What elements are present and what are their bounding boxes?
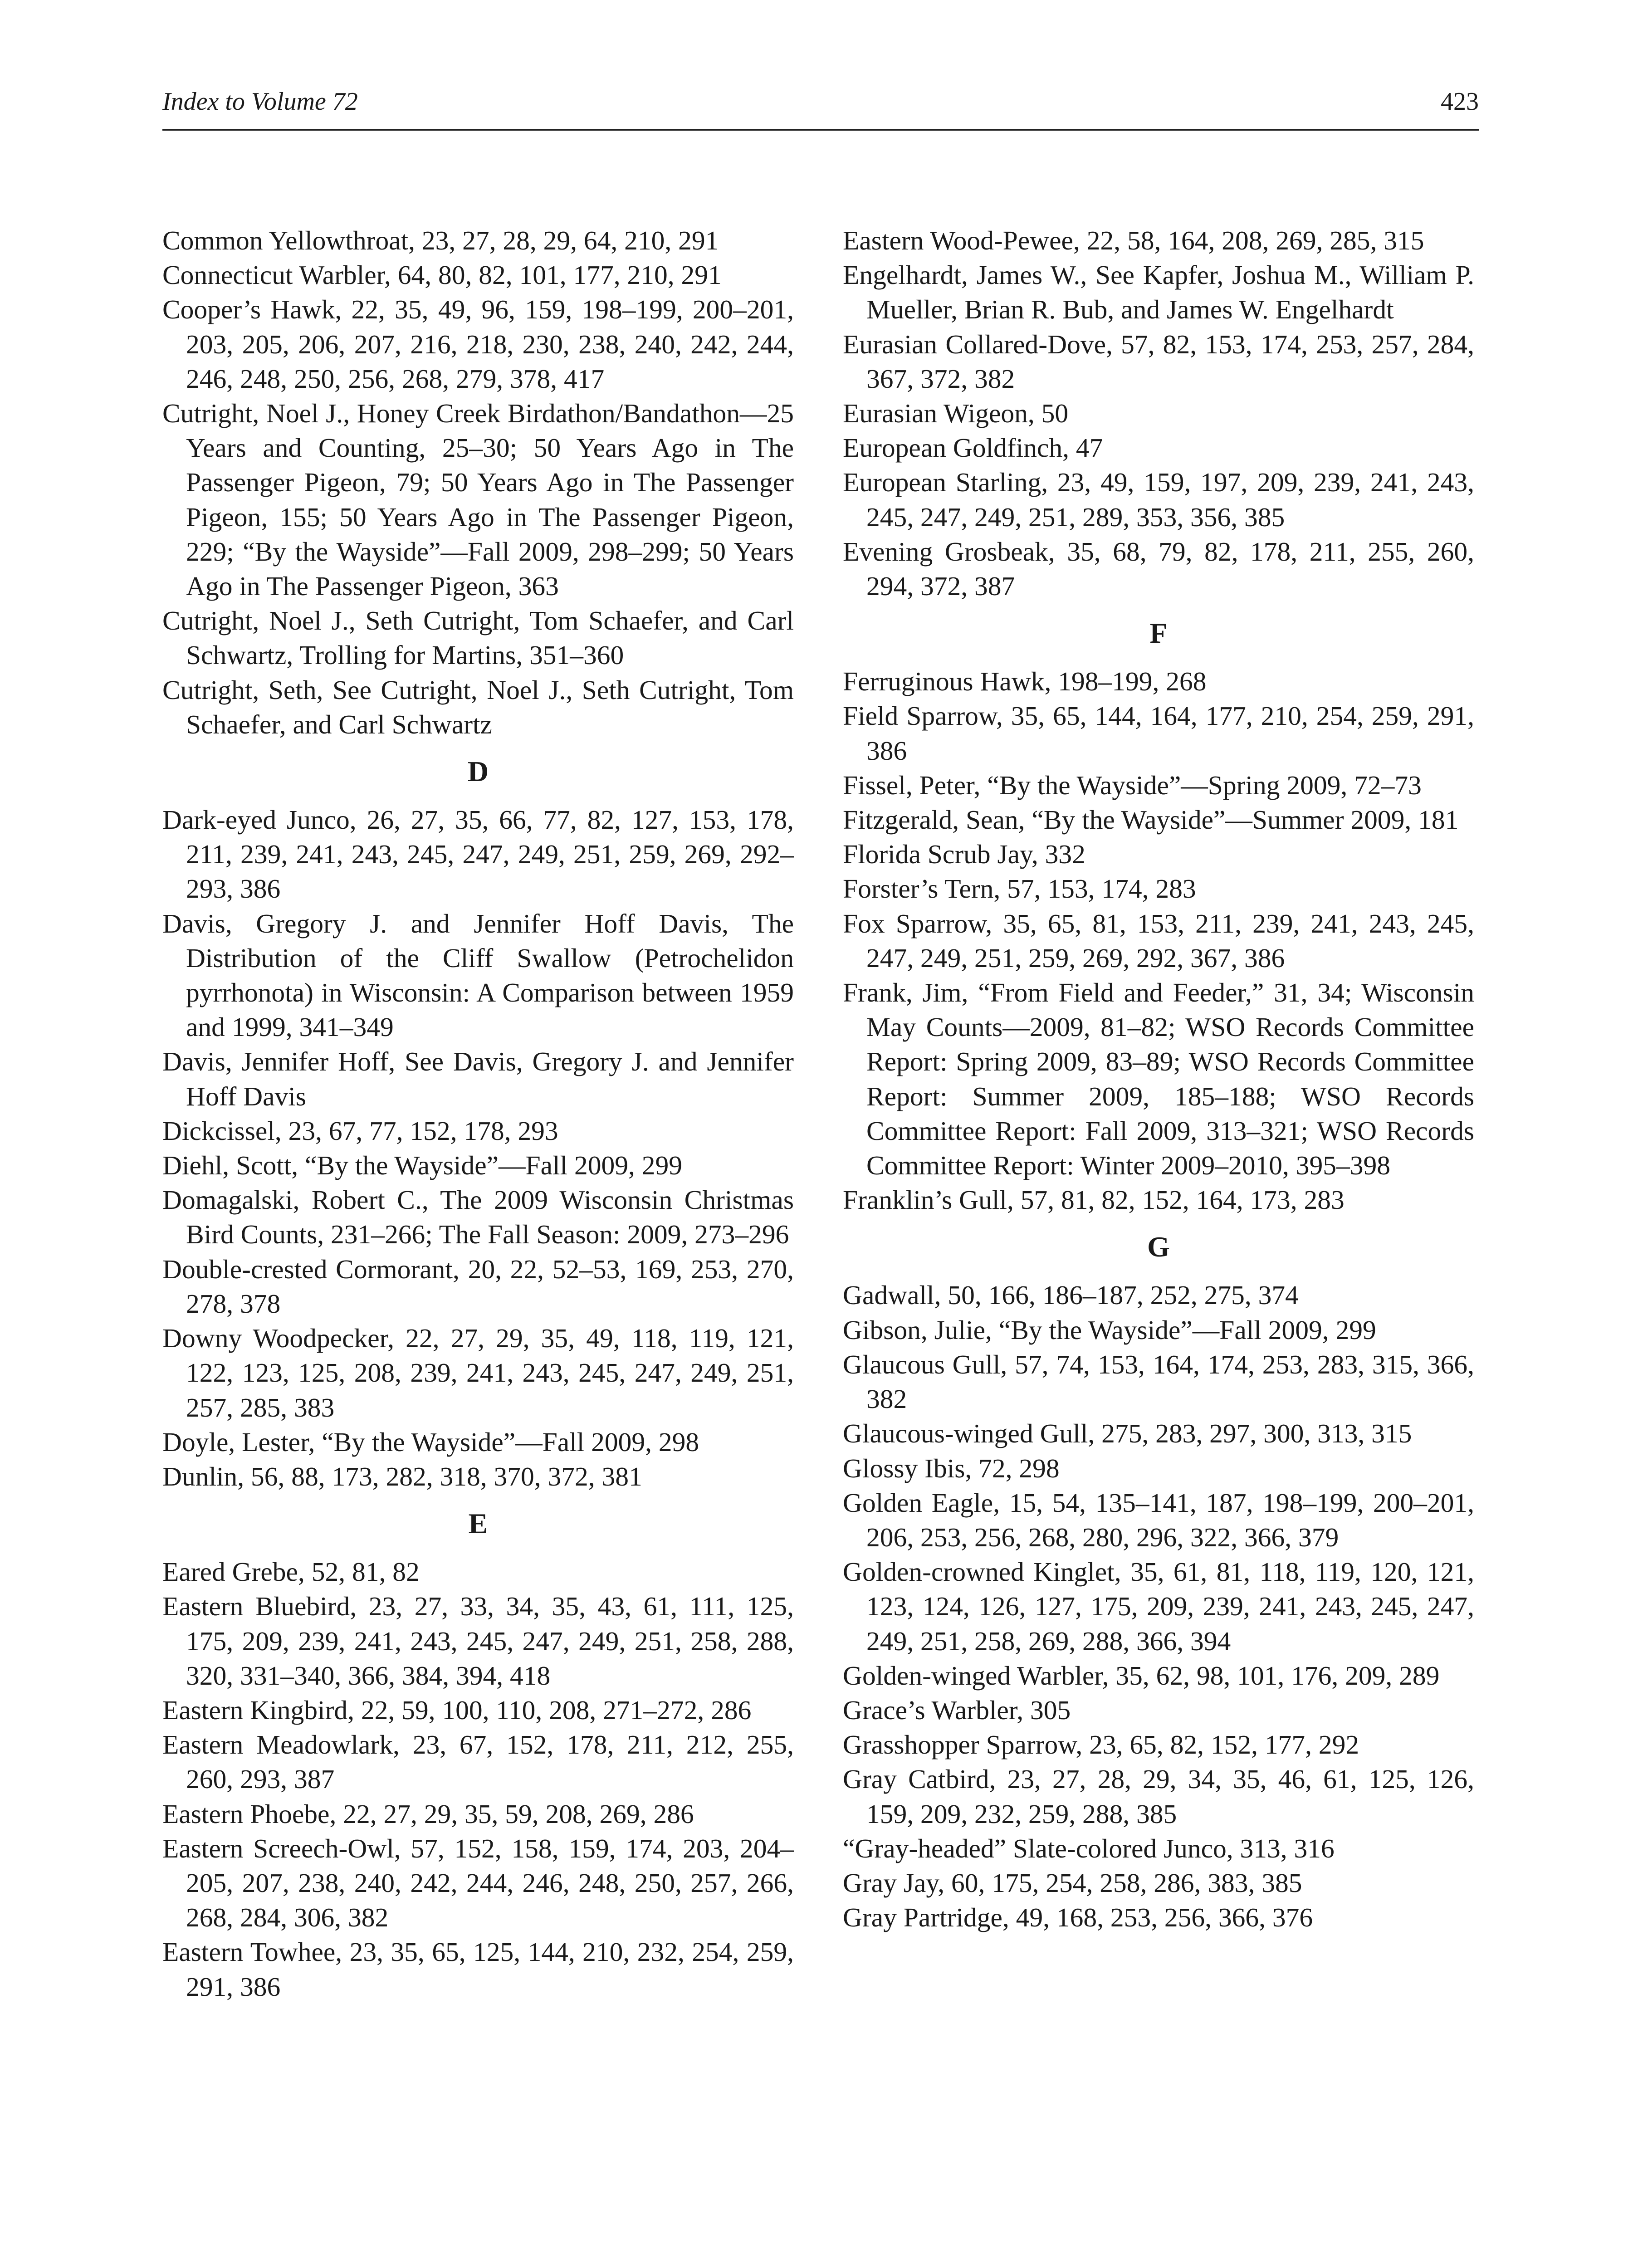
index-entry: Grace’s Warbler, 305 [843,1695,1071,1725]
index-entry: Eastern Kingbird, 22, 59, 100, 110, 208, 271–272, 286 [162,1695,752,1725]
index-entry: Eastern Towhee, 23, 35, 65, 125, 144, 210, 232, 254, 259, 291, 386 [162,1937,794,2002]
index-entry: European Starling, 23, 49, 159, 197, 209, 239, 241, 243, 245, 247, 249, 251, 289, 353, 356, 385 [843,467,1474,532]
index-entry: Golden-crowned Kinglet, 35, 61, 81, 118, 119, 120, 121, 123, 124, 126, 127, 175, 209, 239, 241, 243, 245, 247, 249, 251, 258, 269, 288, 366, 394 [843,1557,1474,1656]
index-entry: Ferruginous Hawk, 198–199, 268 [843,666,1207,697]
index-entry: Eastern Meadowlark, 23, 67, 152, 178, 211, 212, 255, 260, 293, 387 [162,1730,794,1794]
index-entry: Eurasian Wigeon, 50 [843,398,1069,429]
index-entry: Fox Sparrow, 35, 65, 81, 153, 211, 239, 241, 243, 245, 247, 249, 251, 259, 269, 292, 367, 386 [843,908,1474,973]
index-entry: Dunlin, 56, 88, 173, 282, 318, 370, 372, 381 [162,1461,642,1491]
index-entry: Forster’s Tern, 57, 153, 174, 283 [843,874,1196,904]
index-entry: Eastern Screech-Owl, 57, 152, 158, 159, 174, 203, 204–205, 207, 238, 240, 242, 244, 246, 248, 250, 257, 266, 268, 284, 306, 382 [162,1833,794,1933]
index-entry: Domagalski, Robert C., The 2009 Wisconsin Christmas Bird Counts, 231–266; The Fall Season: 2009, 273–296 [162,1185,794,1250]
index-entry: Common Yellowthroat, 23, 27, 28, 29, 64, 210, 291 [162,225,719,255]
index-entry: Cooper’s Hawk, 22, 35, 49, 96, 159, 198–199, 200–201, 203, 205, 206, 207, 216, 218, 230, 238, 240, 242, 244, 246, 248, 250, 256, 268, 279, 378, 417 [162,294,794,394]
index-entry: Eastern Phoebe, 22, 27, 29, 35, 59, 208, 269, 286 [162,1799,694,1829]
page-number: 423 [1441,88,1479,116]
index-entry: Gray Partridge, 49, 168, 253, 256, 366, 376 [843,1902,1313,1933]
index-entry: Diehl, Scott, “By the Wayside”—Fall 2009, 299 [162,1150,682,1181]
index-entry: Golden-winged Warbler, 35, 62, 98, 101, 176, 209, 289 [843,1660,1440,1691]
section-letter-heading: E [468,1507,488,1540]
index-entry: Evening Grosbeak, 35, 68, 79, 82, 178, 211, 255, 260, 294, 372, 387 [843,536,1474,601]
index-entry: Glossy Ibis, 72, 298 [843,1453,1060,1483]
index-entry: Eastern Wood-Pewee, 22, 58, 164, 208, 269, 285, 315 [843,225,1424,255]
index-entry: Grasshopper Sparrow, 23, 65, 82, 152, 177, 292 [843,1730,1359,1760]
index-entry: Frank, Jim, “From Field and Feeder,” 31, 34; Wisconsin May Counts—2009, 81–82; WSO Records Committee Report: Spring 2009, 83–89; WSO Records Committee Report: Summer 2009, 185–188; WSO Records Committee Report: Fall 2009, 313–321; WSO Records Committee Report: Winter 2009–2010, 395–398 [843,978,1474,1181]
running-header [162,87,1479,128]
left-index-column [162,223,794,2004]
index-entry: Eurasian Collared-Dove, 57, 82, 153, 174, 253, 257, 284, 367, 372, 382 [843,329,1474,394]
index-entry: “Gray-headed” Slate-colored Junco, 313, 316 [843,1833,1335,1863]
index-entry: Cutright, Noel J., Honey Creek Birdathon/Bandathon—25 Years and Counting, 25–30; 50 Years Ago in The Passenger Pigeon, 79; 50 Years Ago in The Passenger Pigeon, 155; 50 Years Ago in The Passenger Pigeon, 229; “By the Wayside”—Fall 2009, 298–299; 50 Years Ago in The Passenger Pigeon, 363 [162,398,794,601]
index-entry: Engelhardt, James W., See Kapfer, Joshua M., William P. Mueller, Brian R. Bub, and James W. Engelhardt [843,260,1474,325]
section-letter-heading: F [1149,617,1168,650]
index-entry: Davis, Gregory J. and Jennifer Hoff Davis, The Distribution of the Cliff Swallow (Petrochelidon pyrrhonota) in Wisconsin: A Comparison between 1959 and 1999, 341–349 [162,908,794,1042]
section-letter-heading: D [467,755,489,788]
index-entry: Fitzgerald, Sean, “By the Wayside”—Summer 2009, 181 [843,805,1459,835]
index-entry: Connecticut Warbler, 64, 80, 82, 101, 177, 210, 291 [162,260,722,290]
index-entry: Cutright, Seth, See Cutright, Noel J., Seth Cutright, Tom Schaefer, and Carl Schwartz [162,675,794,739]
running-title: Index to Volume 72 [162,88,358,116]
index-entry: Gadwall, 50, 166, 186–187, 252, 275, 374 [843,1280,1299,1310]
index-entry: Doyle, Lester, “By the Wayside”—Fall 2009, 298 [162,1427,699,1457]
right-index-column [843,223,1474,1935]
index-entry: Franklin’s Gull, 57, 81, 82, 152, 164, 173, 283 [843,1185,1345,1215]
index-entry: Eastern Bluebird, 23, 27, 33, 34, 35, 43, 61, 111, 125, 175, 209, 239, 241, 243, 245, 247, 249, 251, 258, 288, 320, 331–340, 366, 384, 394, 418 [162,1591,794,1691]
index-entry: Downy Woodpecker, 22, 27, 29, 35, 49, 118, 119, 121, 122, 123, 125, 208, 239, 241, 243, 245, 247, 249, 251, 257, 285, 383 [162,1323,794,1422]
index-entry: Glaucous Gull, 57, 74, 153, 164, 174, 253, 283, 315, 366, 382 [843,1349,1474,1414]
index-entry: Eared Grebe, 52, 81, 82 [162,1557,420,1587]
index-entry: Glaucous-winged Gull, 275, 283, 297, 300, 313, 315 [843,1418,1412,1449]
index-entry: European Goldfinch, 47 [843,433,1103,463]
index-entry: Dark-eyed Junco, 26, 27, 35, 66, 77, 82, 127, 153, 178, 211, 239, 241, 243, 245, 247, 249, 251, 259, 269, 292–293, 386 [162,805,794,904]
section-letter-heading: G [1147,1231,1170,1263]
index-entry: Davis, Jennifer Hoff, See Davis, Gregory J. and Jennifer Hoff Davis [162,1046,794,1111]
index-entry: Gibson, Julie, “By the Wayside”—Fall 2009, 299 [843,1315,1376,1345]
index-entry: Cutright, Noel J., Seth Cutright, Tom Schaefer, and Carl Schwartz, Trolling for Martins, 351–360 [162,606,794,670]
index-entry: Florida Scrub Jay, 332 [843,839,1085,870]
index-entry: Double-crested Cormorant, 20, 22, 52–53, 169, 253, 270, 278, 378 [162,1254,794,1319]
index-entry: Fissel, Peter, “By the Wayside”—Spring 2009, 72–73 [843,770,1422,800]
index-entry: Golden Eagle, 15, 54, 135–141, 187, 198–199, 200–201, 206, 253, 256, 268, 280, 296, 322, 366, 379 [843,1487,1474,1552]
index-entry: Gray Jay, 60, 175, 254, 258, 286, 383, 385 [843,1867,1302,1898]
index-entry: Field Sparrow, 35, 65, 144, 164, 177, 210, 254, 259, 291, 386 [843,701,1474,766]
index-entry: Gray Catbird, 23, 27, 28, 29, 34, 35, 46, 61, 125, 126, 159, 209, 232, 259, 288, 385 [843,1764,1474,1829]
index-entry: Dickcissel, 23, 67, 77, 152, 178, 293 [162,1115,558,1146]
header-rule [162,129,1479,131]
